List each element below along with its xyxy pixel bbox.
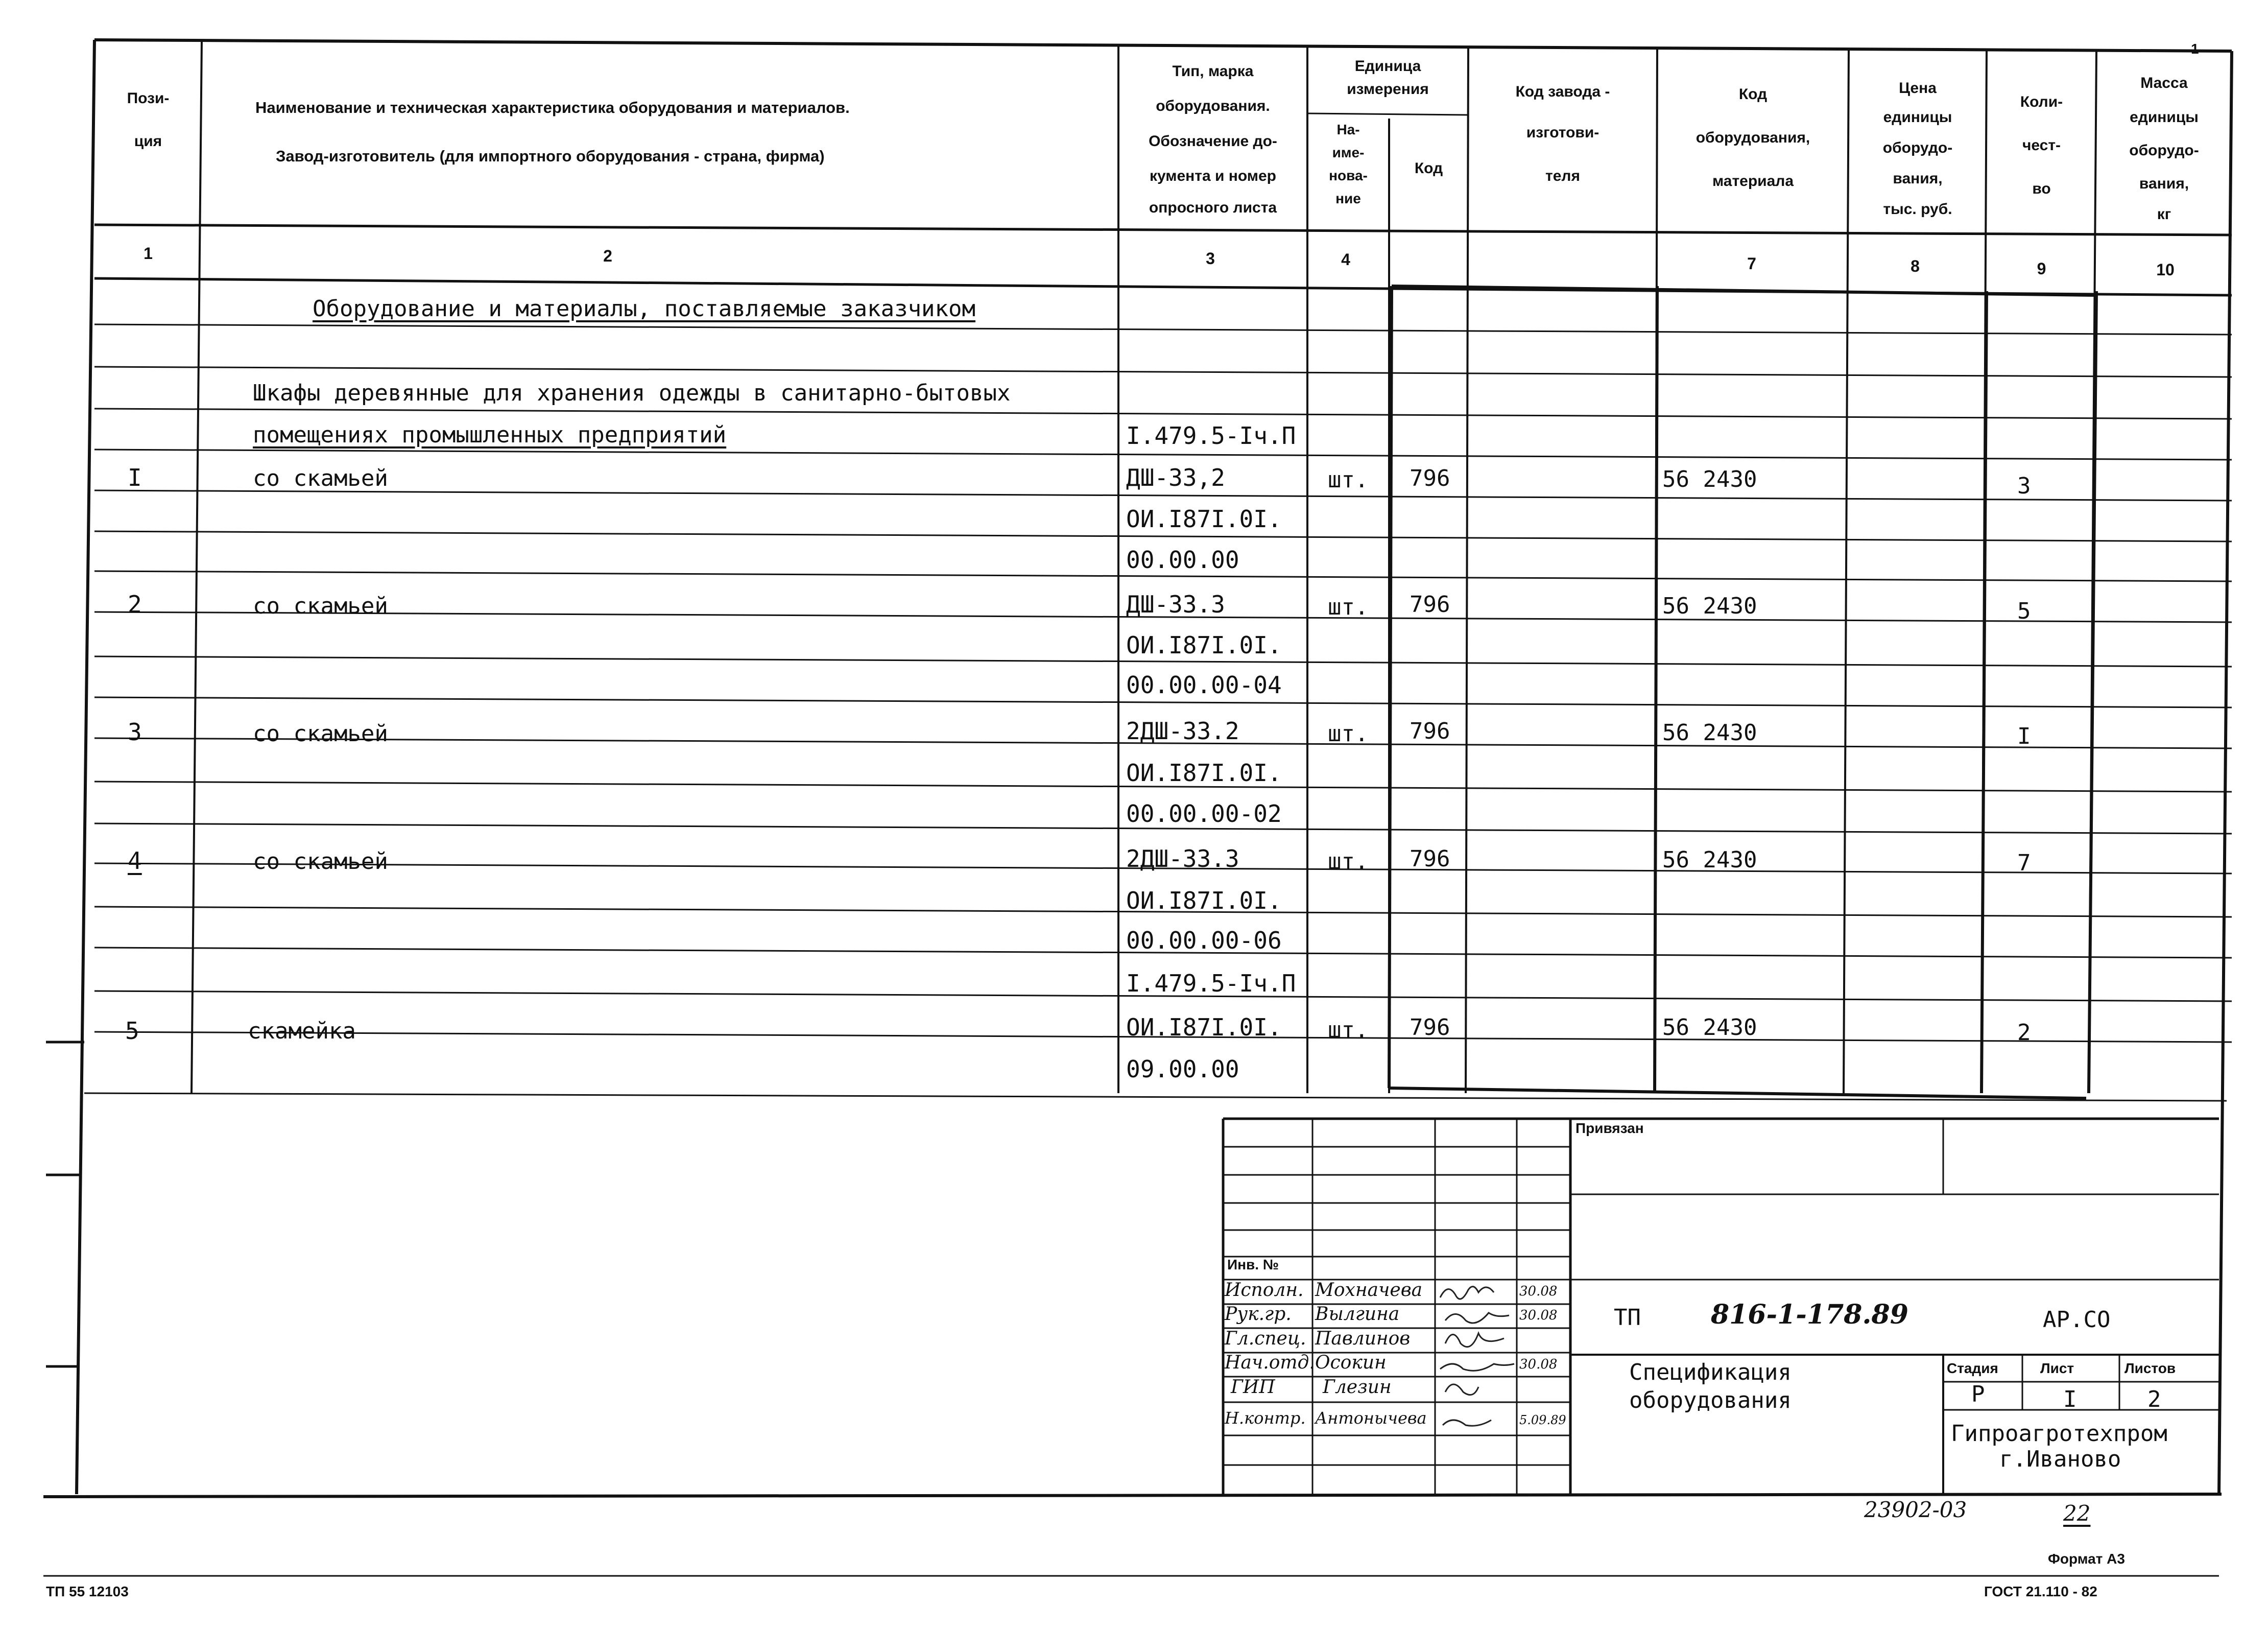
stage-value: Р <box>1971 1381 1985 1407</box>
signer5-role: ГИП <box>1231 1377 1275 1398</box>
signer1-date: 30.08 <box>1519 1284 1558 1299</box>
row1-position: I <box>128 464 142 491</box>
header-unit-name-line3: нова- <box>1329 168 1368 183</box>
inventory-number-label: Инв. № <box>1227 1257 1279 1272</box>
header-mass-line2: единицы <box>2130 109 2199 126</box>
header-price-line5: тыс. руб. <box>1883 201 1952 218</box>
header-maker-line2: изготови- <box>1526 124 1599 141</box>
column-number-10: 10 <box>2156 261 2175 279</box>
row1-unit-code: 796 <box>1410 465 1450 491</box>
row4-type-4: I.479.5-Iч.П <box>1126 970 1296 997</box>
row3-name: со скамьей <box>253 721 388 747</box>
column-number-4: 4 <box>1341 250 1350 269</box>
row5-material-code: 56 2430 <box>1662 1014 1757 1041</box>
header-price-line1: Цена <box>1899 80 1937 97</box>
sheet-value: I <box>2063 1386 2077 1412</box>
row4-type-3: 00.00.00-06 <box>1126 927 1282 954</box>
row1-type-2: ОИ.I87I.0I. <box>1126 505 1282 533</box>
row3-material-code: 56 2430 <box>1662 720 1757 746</box>
row3-unit: шт. <box>1328 721 1369 747</box>
signer1-role: Исполн. <box>1225 1280 1304 1301</box>
header-equip-code-line3: материала <box>1712 173 1794 190</box>
header-mass-line5: кг <box>2157 206 2171 223</box>
group-title-line2: помещениях промышленных предприятий <box>253 422 727 448</box>
signer2-date: 30.08 <box>1519 1308 1558 1323</box>
signer6-role: Н.контр. <box>1225 1408 1306 1428</box>
header-mass-line1: Масса <box>2140 75 2188 91</box>
format-label: Формат А3 <box>2048 1551 2125 1567</box>
row2-type-3: 00.00.00-04 <box>1126 671 1282 699</box>
signer4-name: Осокин <box>1315 1352 1387 1373</box>
sheets-value: 2 <box>2147 1386 2161 1412</box>
header-equip-code-line2: оборудования, <box>1696 129 1810 146</box>
row3-type-1: 2ДШ-33.2 <box>1126 717 1239 745</box>
header-price-line4: вания, <box>1893 170 1943 187</box>
signer1-name: Мохначева <box>1315 1280 1423 1301</box>
signer3-name: Павлинов <box>1315 1328 1411 1349</box>
row2-unit: шт. <box>1328 594 1369 620</box>
row3-type-3: 00.00.00-02 <box>1126 800 1282 828</box>
row2-unit-code: 796 <box>1410 592 1450 618</box>
inventory-number: 23902-03 <box>1864 1497 1967 1522</box>
header-type-line1: Тип, марка <box>1172 63 1254 80</box>
header-name-line1: Наименование и техническая характеристика оборудования и материалов. <box>255 99 850 116</box>
column-number-3: 3 <box>1206 249 1215 268</box>
row5-unit: шт. <box>1328 1017 1369 1043</box>
signer2-role: Рук.гр. <box>1225 1304 1292 1325</box>
header-maker-line1: Код завода - <box>1515 83 1610 100</box>
sheet-label: Лист <box>2040 1360 2074 1376</box>
column-number-7: 7 <box>1747 254 1756 273</box>
group-document: I.479.5-Iч.П <box>1126 422 1296 450</box>
header-unit-name-line2: име- <box>1332 145 1365 160</box>
header-equip-code-line1: Код <box>1738 86 1768 103</box>
stage-label: Стадия <box>1947 1360 1998 1376</box>
header-qty-line3: во <box>2032 180 2051 197</box>
column-number-2: 2 <box>603 247 612 265</box>
project-number: 816-1-178.89 <box>1711 1299 1908 1330</box>
sheets-label: Листов <box>2124 1360 2176 1376</box>
row1-quantity: 3 <box>2017 473 2031 499</box>
header-type-line3: Обозначение до- <box>1149 133 1277 150</box>
group-title-line1: Шкафы деревянные для хранения одежды в санитарно-бытовых <box>253 380 1011 406</box>
document-mark: АР.СО <box>2043 1307 2111 1333</box>
row5-type-1: ОИ.I87I.0I. <box>1126 1013 1282 1041</box>
signer3-role: Гл.спец. <box>1225 1328 1306 1349</box>
attached-label: Привязан <box>1575 1120 1644 1136</box>
column-number-9: 9 <box>2037 259 2046 278</box>
row3-unit-code: 796 <box>1410 718 1450 744</box>
header-price-line3: оборудо- <box>1882 139 1953 156</box>
row2-quantity: 5 <box>2017 598 2031 624</box>
header-qty-line1: Коли- <box>2020 93 2063 110</box>
signer4-date: 30.08 <box>1519 1357 1558 1372</box>
row3-quantity: I <box>2017 723 2031 749</box>
row4-name: со скамьей <box>253 848 388 875</box>
header-unit-group-line2: измерения <box>1347 81 1429 98</box>
document-title-line2: оборудования <box>1629 1387 1792 1413</box>
signer6-date: 5.09.89 <box>1519 1413 1566 1427</box>
row1-material-code: 56 2430 <box>1662 466 1757 492</box>
row4-material-code: 56 2430 <box>1662 847 1757 873</box>
signer2-name: Вылгина <box>1315 1304 1400 1325</box>
header-unit-group-line1: Единица <box>1354 58 1421 75</box>
row5-type-2: 09.00.00 <box>1126 1055 1239 1083</box>
section-title: Оборудование и материалы, поставляемые заказчиком <box>313 296 976 322</box>
header-unit-name-line1: На- <box>1336 122 1360 137</box>
row3-position: 3 <box>128 718 142 746</box>
row4-position: 4 <box>128 847 142 875</box>
row2-name: со скамьей <box>253 593 388 619</box>
row4-type-1: 2ДШ-33.3 <box>1126 845 1239 872</box>
header-position-line2: ция <box>134 133 162 150</box>
page-mark: 22 <box>2063 1501 2091 1526</box>
signer4-role: Нач.отд. <box>1225 1352 1315 1373</box>
row1-type-3: 00.00.00 <box>1126 546 1239 574</box>
row4-type-2: ОИ.I87I.0I. <box>1126 887 1282 914</box>
header-qty-line2: чест- <box>2022 137 2061 154</box>
document-title-line1: Спецификация <box>1629 1359 1792 1385</box>
header-name-line2: Завод-изготовитель (для импортного оборудования - страна, фирма) <box>276 147 825 165</box>
row2-type-1: ДШ-33.3 <box>1126 591 1225 618</box>
tp-label: ТП <box>1614 1305 1641 1331</box>
row4-unit-code: 796 <box>1410 846 1450 872</box>
footer-code: ТП 55 12103 <box>46 1584 129 1599</box>
corner-page-mark: 1 <box>2191 41 2199 57</box>
header-type-line2: оборудования. <box>1156 98 1270 114</box>
row5-position: 5 <box>125 1017 139 1045</box>
row3-type-2: ОИ.I87I.0I. <box>1126 759 1282 787</box>
header-price-line2: единицы <box>1883 109 1952 126</box>
header-mass-line4: вания, <box>2139 175 2189 192</box>
row1-type-1: ДШ-33,2 <box>1126 464 1225 491</box>
header-unit-code: Код <box>1414 160 1443 177</box>
gost-label: ГОСТ 21.110 - 82 <box>1984 1584 2097 1599</box>
row5-quantity: 2 <box>2017 1020 2031 1046</box>
signer5-name: Глезин <box>1323 1377 1392 1398</box>
header-type-line4: кумента и номер <box>1149 168 1277 184</box>
header-unit-name-line4: ние <box>1335 191 1361 206</box>
row1-unit: шт. <box>1328 467 1369 493</box>
header-position-line1: Пози- <box>127 90 170 107</box>
row2-position: 2 <box>128 591 142 618</box>
row2-type-2: ОИ.I87I.0I. <box>1126 631 1282 659</box>
header-mass-line3: оборудо- <box>2129 142 2199 159</box>
row4-unit: шт. <box>1328 848 1369 875</box>
signer6-name: Антонычева <box>1315 1408 1427 1428</box>
column-number-1: 1 <box>144 244 153 263</box>
row2-material-code: 56 2430 <box>1662 593 1757 619</box>
header-type-line5: опросного листа <box>1149 199 1277 216</box>
row4-quantity: 7 <box>2017 850 2031 876</box>
organization-line2: г.Иваново <box>1999 1446 2121 1472</box>
row1-name: со скамьей <box>253 465 388 491</box>
organization-line1: Гипроагротехпром <box>1951 1421 2167 1447</box>
header-maker-line3: теля <box>1545 168 1580 184</box>
row5-unit-code: 796 <box>1410 1014 1450 1041</box>
column-number-8: 8 <box>1911 257 1920 275</box>
row5-name: скамейка <box>248 1018 356 1044</box>
